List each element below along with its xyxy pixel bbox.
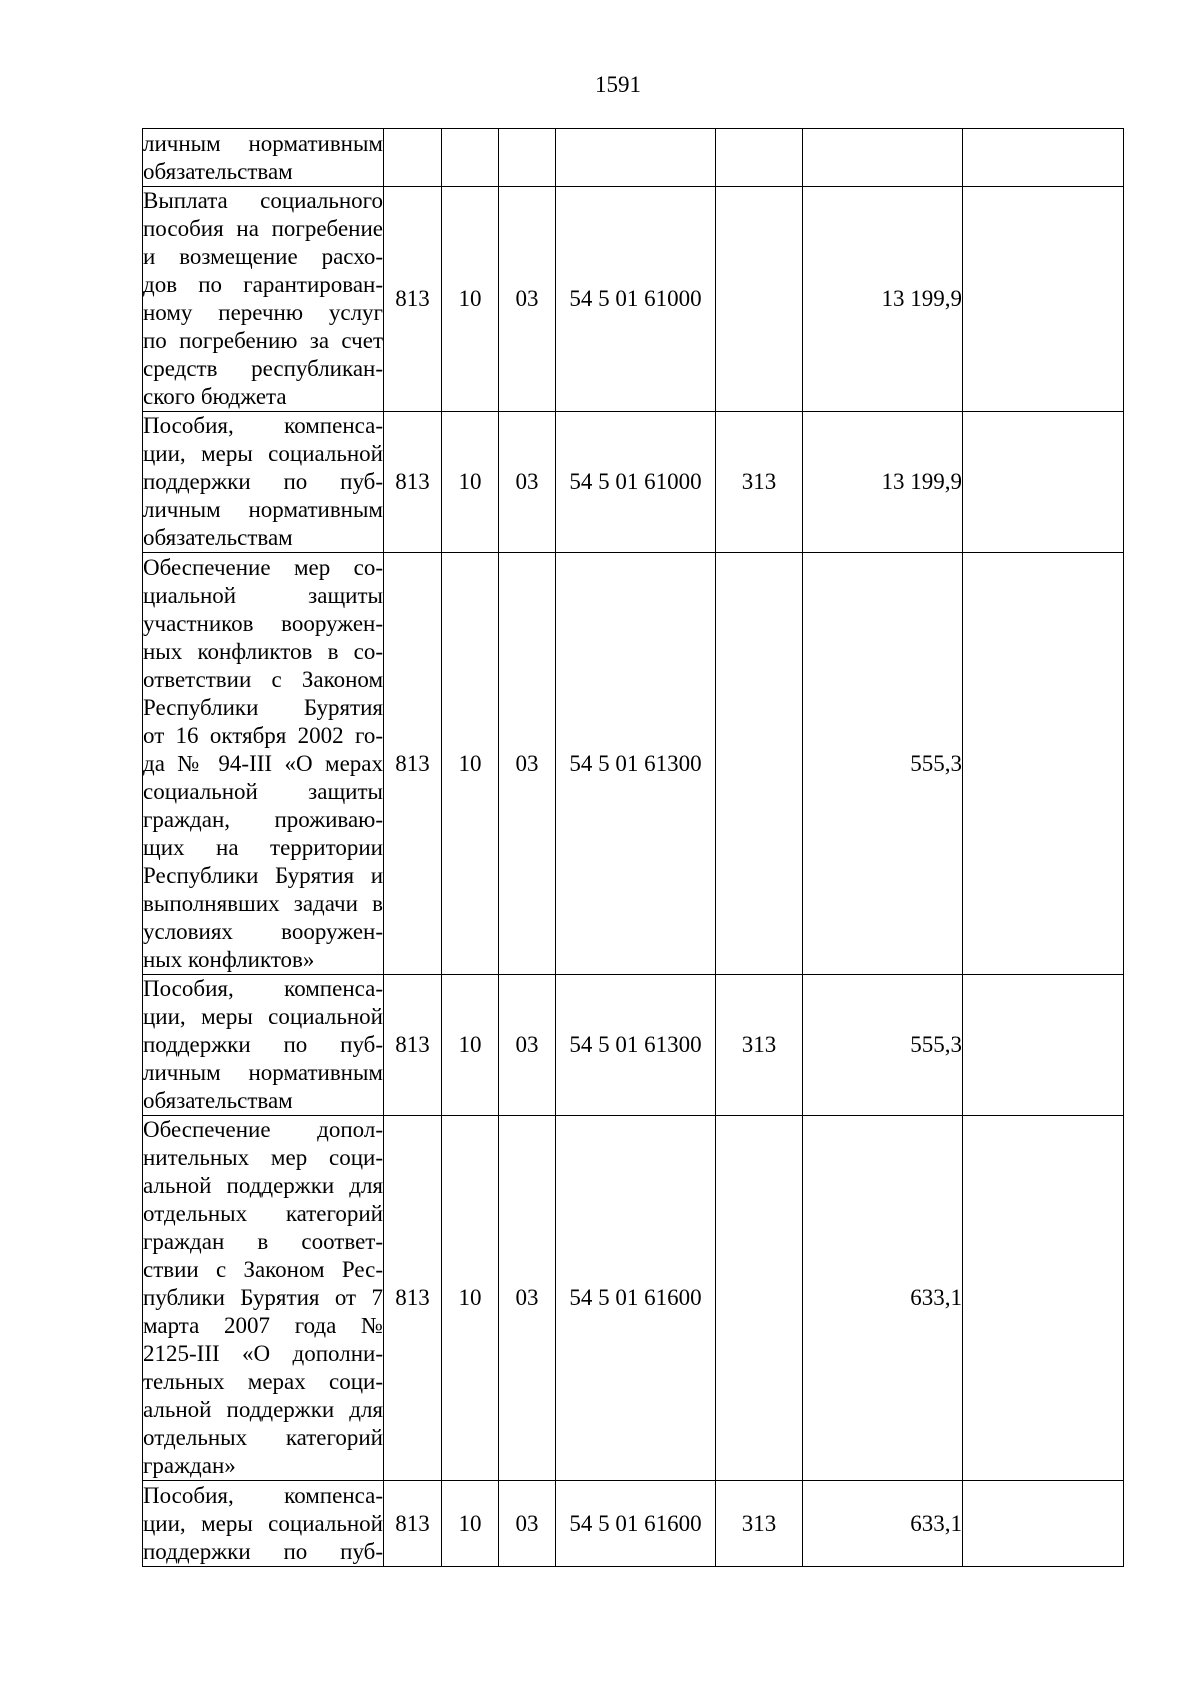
description-line: Республики Бурятия и [143,862,383,888]
description-line: нительных мер соци- [143,1145,383,1170]
description-line: 2125-III «О дополни- [143,1341,383,1366]
description-line: ствии с Законом Рес- [143,1257,383,1282]
description-line: по погребению за счет [143,328,383,353]
table-row [143,1481,1124,1567]
amount-cell: 13 199,9 [803,187,963,412]
description-line: ответствии с Законом [143,666,383,692]
section-code-cell: 10 [442,412,499,553]
description-line: циальной защиты [143,582,383,608]
row-description [143,412,384,553]
description-line: публики Бурятия от 7 [143,1285,383,1310]
subsection-code-cell [499,129,556,187]
table-row [143,975,1124,1116]
description-line: Обеспечение мер со- [143,554,383,580]
description-line: условиях вооружен- [143,918,383,944]
row-description [143,553,384,975]
ministry-code-cell: 813 [384,187,442,412]
extra-column-cell [963,1481,1124,1567]
ministry-code-cell: 813 [384,975,442,1116]
row-description [143,1481,384,1567]
description-line: участников вооружен- [143,610,383,636]
table-row [143,553,1124,975]
description-line: альной поддержки для [143,1173,383,1198]
description-line: альной поддержки для [143,1397,383,1422]
description-line: граждан, проживаю- [143,806,383,832]
description-line: Обеспечение допол- [143,1117,383,1142]
description-line: граждан» [143,1453,236,1478]
extra-column-cell [963,553,1124,975]
description-line: отдельных категорий [143,1425,383,1450]
target-article-cell: 54 5 01 61000 [556,412,716,553]
table-body [143,129,1124,1567]
expense-type-cell [716,553,803,975]
section-code-cell: 10 [442,1116,499,1481]
description-line: Пособия, компенса- [143,976,383,1001]
target-article-cell [556,129,716,187]
subsection-code-cell: 03 [499,412,556,553]
table-row [143,1116,1124,1481]
expense-type-cell [716,187,803,412]
subsection-code-cell: 03 [499,1481,556,1567]
extra-column-cell [963,412,1124,553]
description-line: Пособия, компенса- [143,413,383,438]
description-line: пособия на погребение [143,216,383,241]
section-code-cell: 10 [442,975,499,1116]
description-line: ных конфликтов в со- [143,638,383,664]
description-line: ному перечню услуг [143,300,383,325]
description-line: ции, меры социальной [143,1510,383,1536]
description-line: личным нормативным [143,130,383,156]
target-article-cell: 54 5 01 61600 [556,1116,716,1481]
description-line: поддержки по пуб- [143,1538,383,1564]
expense-type-cell [716,129,803,187]
description-line: социальной защиты [143,778,383,804]
target-article-cell: 54 5 01 61000 [556,187,716,412]
amount-cell: 555,3 [803,975,963,1116]
description-line: выполнявших задачи в [143,890,383,916]
description-line: и возмещение расхо- [143,244,383,269]
description-line: ского бюджета [143,384,287,409]
amount-cell: 633,1 [803,1116,963,1481]
target-article-cell: 54 5 01 61600 [556,1481,716,1567]
budget-table [142,128,1124,1567]
description-line: граждан в соответ- [143,1229,383,1254]
description-line: да № 94-III «О мерах [143,750,383,776]
ministry-code-cell: 813 [384,1116,442,1481]
subsection-code-cell: 03 [499,187,556,412]
ministry-code-cell [384,129,442,187]
section-code-cell: 10 [442,1481,499,1567]
description-line: ных конфликтов» [143,946,315,972]
description-line: поддержки по пуб- [143,1032,383,1057]
description-line: обязательствам [143,525,293,550]
description-line: обязательствам [143,1088,293,1113]
description-line: дов по гарантирован- [143,272,383,297]
expense-type-cell: 313 [716,975,803,1116]
extra-column-cell [963,975,1124,1116]
row-description [143,1116,384,1481]
expense-type-cell [716,1116,803,1481]
row-description [143,187,384,412]
row-description [143,129,384,187]
description-line: Выплата социального [143,188,383,213]
target-article-cell: 54 5 01 61300 [556,975,716,1116]
table-row [143,187,1124,412]
description-line: от 16 октября 2002 го- [143,722,383,748]
expense-type-cell: 313 [716,1481,803,1567]
subsection-code-cell: 03 [499,553,556,975]
description-line: щих на территории [143,834,383,860]
extra-column-cell [963,1116,1124,1481]
description-line: обязательствам [143,158,293,184]
extra-column-cell [963,129,1124,187]
description-line: Республики Бурятия [143,694,383,720]
expense-type-cell: 313 [716,412,803,553]
description-line: поддержки по пуб- [143,469,383,494]
subsection-code-cell: 03 [499,975,556,1116]
page-number: 1591 [595,72,641,97]
ministry-code-cell: 813 [384,412,442,553]
description-line: Пособия, компенса- [143,1482,383,1508]
section-code-cell [442,129,499,187]
amount-cell: 13 199,9 [803,412,963,553]
row-description [143,975,384,1116]
description-line: средств республикан- [143,356,383,381]
table-row [143,412,1124,553]
description-line: ции, меры социальной [143,1004,383,1029]
section-code-cell: 10 [442,553,499,975]
extra-column-cell [963,187,1124,412]
description-line: ции, меры социальной [143,441,383,466]
ministry-code-cell: 813 [384,553,442,975]
description-line: тельных мерах соци- [143,1369,383,1394]
section-code-cell: 10 [442,187,499,412]
description-line: личным нормативным [143,497,383,522]
amount-cell [803,129,963,187]
description-line: марта 2007 года № [143,1313,383,1338]
target-article-cell: 54 5 01 61300 [556,553,716,975]
amount-cell: 555,3 [803,553,963,975]
description-line: личным нормативным [143,1060,383,1085]
amount-cell: 633,1 [803,1481,963,1567]
ministry-code-cell: 813 [384,1481,442,1567]
subsection-code-cell: 03 [499,1116,556,1481]
description-line: отдельных категорий [143,1201,383,1226]
table-row [143,129,1124,187]
